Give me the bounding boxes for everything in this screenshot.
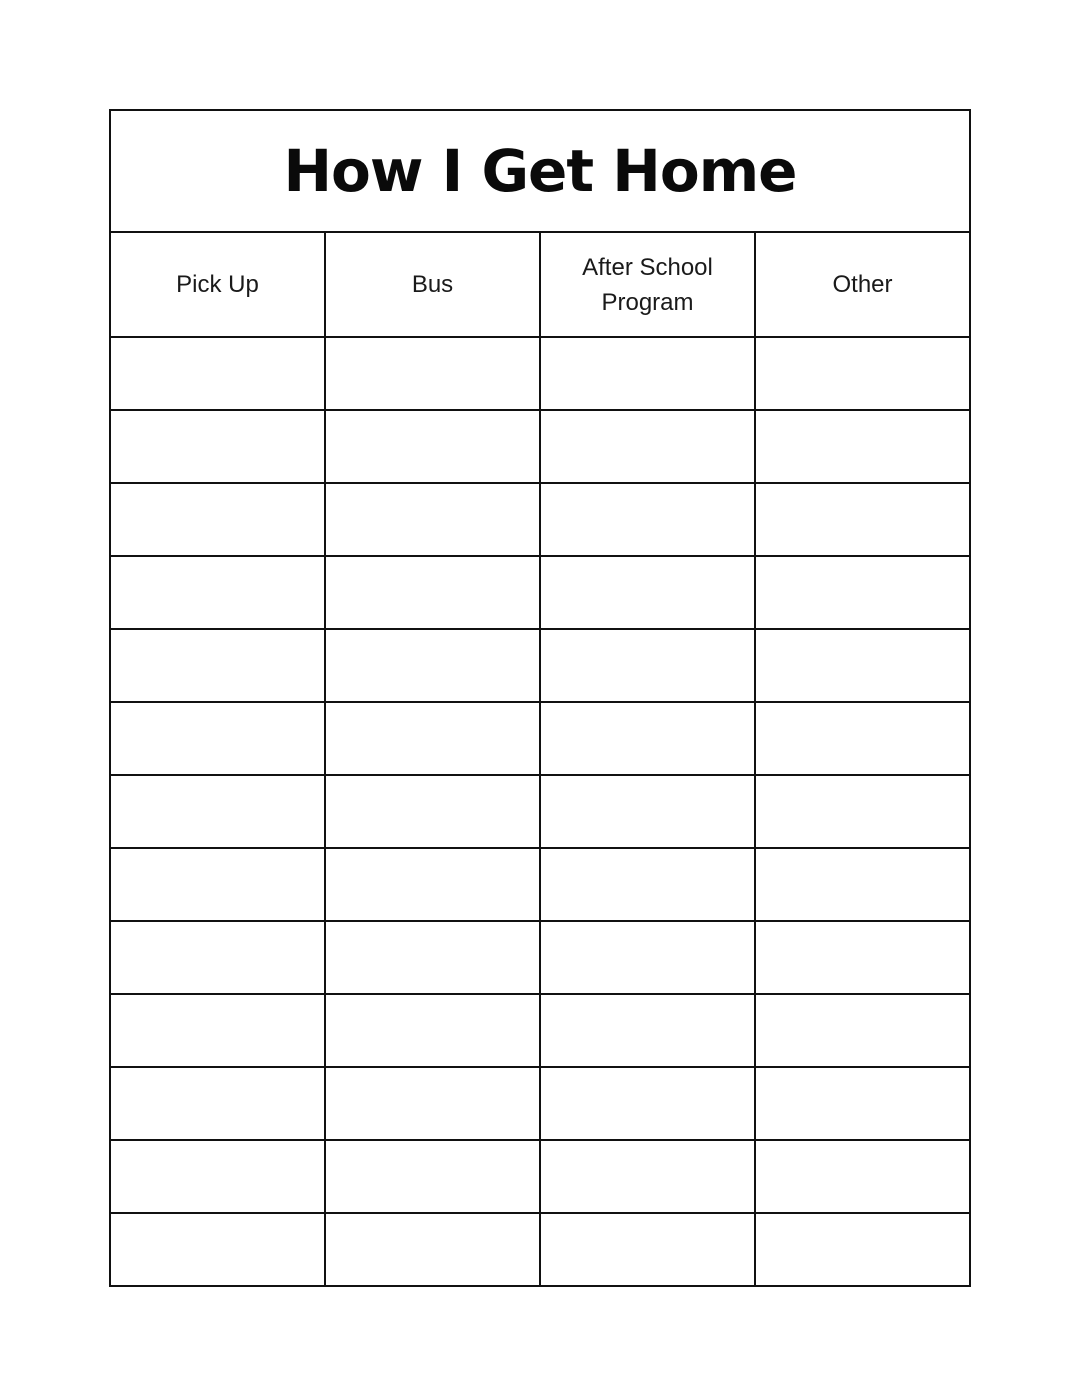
table-cell — [755, 337, 970, 410]
table-cell — [540, 337, 755, 410]
table-cell — [540, 775, 755, 848]
title-row — [110, 110, 970, 232]
table-cell — [540, 921, 755, 994]
table-cell — [325, 337, 540, 410]
table-cell — [755, 1067, 970, 1140]
worksheet — [109, 109, 971, 1289]
table-cell — [110, 629, 325, 702]
table-row — [110, 1140, 970, 1213]
table-cell — [540, 483, 755, 556]
table-cell — [755, 1140, 970, 1213]
table-cell — [325, 1140, 540, 1213]
table-cell — [325, 848, 540, 921]
table-cell — [110, 1067, 325, 1140]
table-cell — [755, 1213, 970, 1286]
table-row — [110, 1067, 970, 1140]
table-cell — [110, 1140, 325, 1213]
table-cell — [755, 848, 970, 921]
table-cell — [110, 410, 325, 483]
table-row — [110, 848, 970, 921]
table-cell — [110, 848, 325, 921]
table-cell — [540, 410, 755, 483]
table-cell — [110, 994, 325, 1067]
table-cell — [540, 1140, 755, 1213]
table-cell — [755, 410, 970, 483]
column-header-pick-up: Pick Up — [110, 232, 325, 337]
table-cell — [325, 775, 540, 848]
table-cell — [540, 848, 755, 921]
table-cell — [325, 994, 540, 1067]
column-header-bus: Bus — [325, 232, 540, 337]
table-cell — [110, 556, 325, 629]
table-cell — [110, 775, 325, 848]
table-cell — [755, 556, 970, 629]
table-row — [110, 994, 970, 1067]
table-cell — [540, 629, 755, 702]
header-row — [110, 232, 970, 337]
table-row — [110, 921, 970, 994]
table-cell — [755, 775, 970, 848]
table-cell — [110, 921, 325, 994]
table-cell — [325, 483, 540, 556]
table-cell — [325, 1067, 540, 1140]
title-cell — [110, 110, 970, 232]
table-row — [110, 483, 970, 556]
table-cell — [325, 1213, 540, 1286]
table-cell — [325, 556, 540, 629]
table-cell — [110, 483, 325, 556]
table-cell — [755, 994, 970, 1067]
column-header-after-school-program: After School Program — [540, 232, 755, 337]
table-cell — [110, 337, 325, 410]
table-cell — [540, 702, 755, 775]
table-row — [110, 337, 970, 410]
table-cell — [110, 702, 325, 775]
table-cell — [755, 483, 970, 556]
table-cell — [540, 1067, 755, 1140]
table-row — [110, 1213, 970, 1286]
table-cell — [540, 556, 755, 629]
table-cell — [110, 1213, 325, 1286]
table-cell — [325, 410, 540, 483]
table-row — [110, 775, 970, 848]
table-cell — [755, 702, 970, 775]
table-cell — [325, 702, 540, 775]
table-cell — [755, 629, 970, 702]
table-body — [110, 337, 970, 1286]
table-row — [110, 410, 970, 483]
table-cell — [540, 994, 755, 1067]
table-cell — [540, 1213, 755, 1286]
page-title: How I Get Home — [283, 137, 797, 205]
table-cell — [755, 921, 970, 994]
table-row — [110, 556, 970, 629]
table-row — [110, 702, 970, 775]
dismissal-table — [109, 109, 971, 1287]
table-cell — [325, 629, 540, 702]
table-row — [110, 629, 970, 702]
column-header-other: Other — [755, 232, 970, 337]
table-cell — [325, 921, 540, 994]
